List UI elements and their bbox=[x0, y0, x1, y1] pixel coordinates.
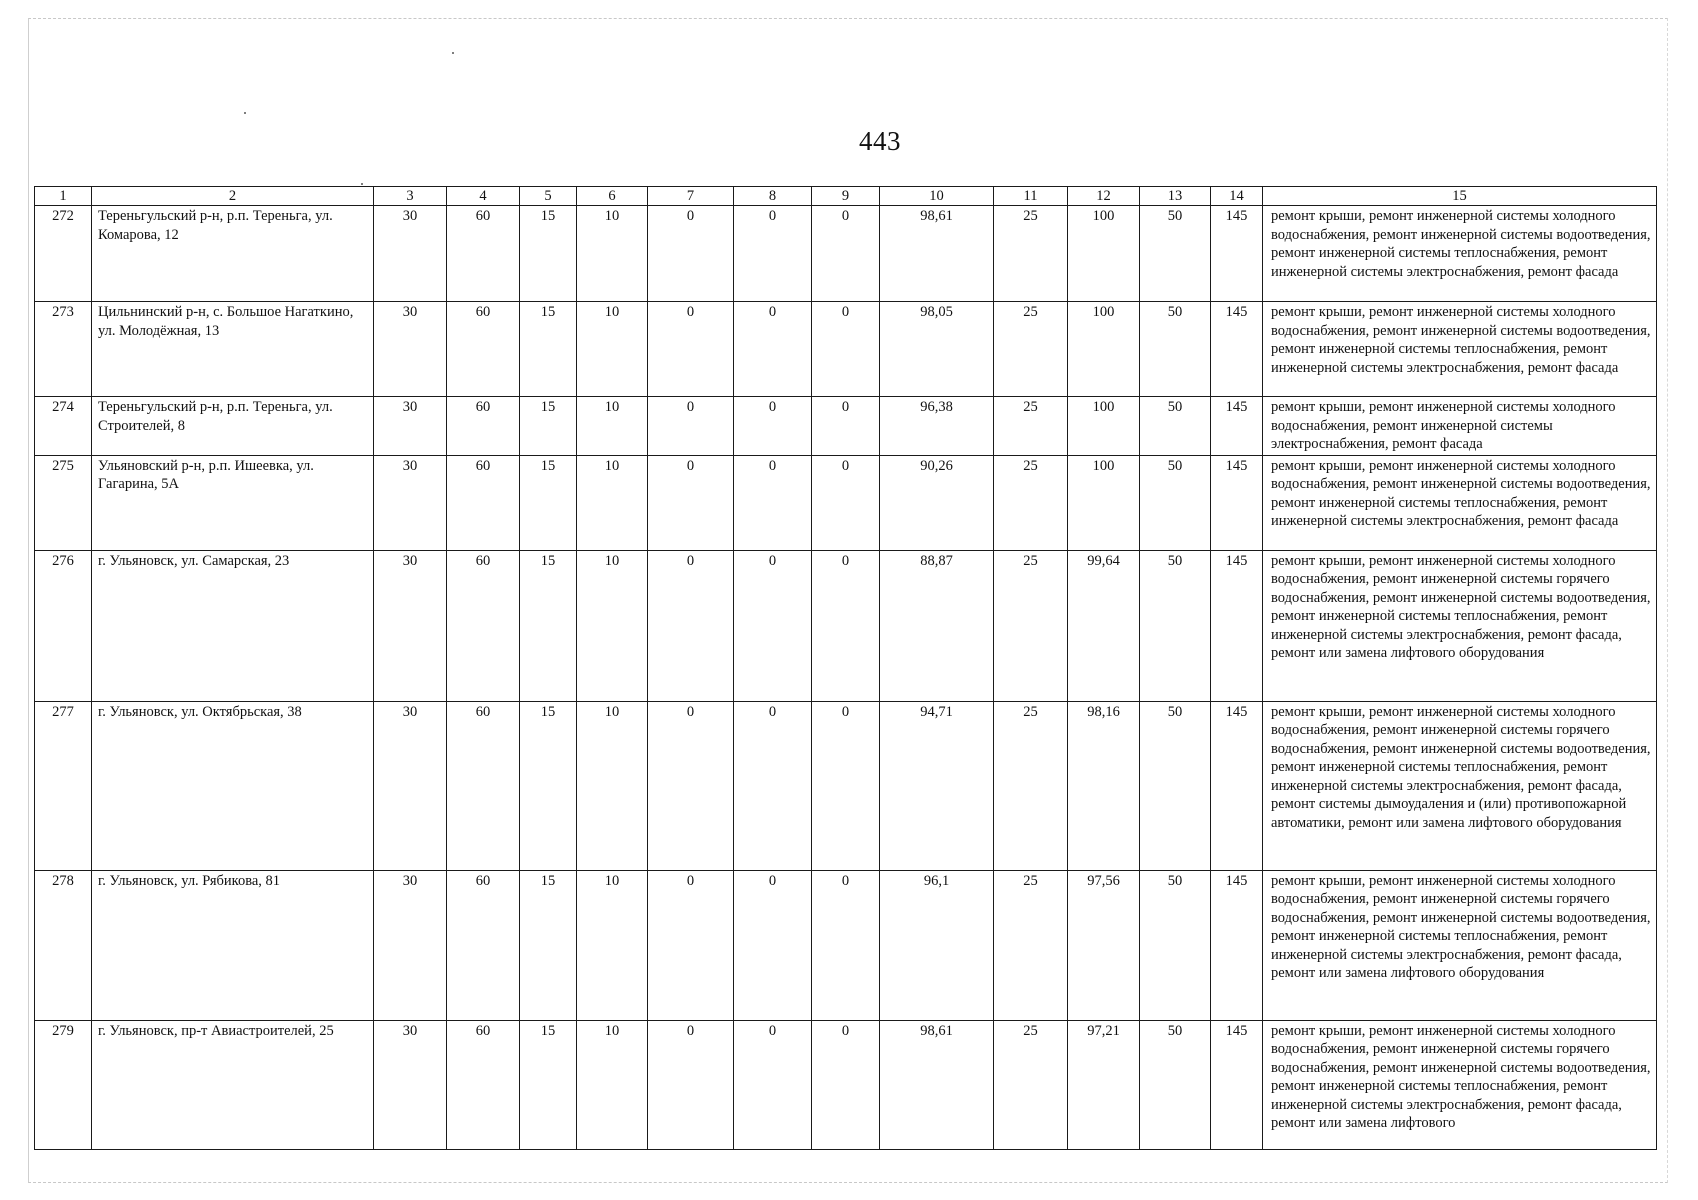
value-cell: 0 bbox=[734, 397, 812, 456]
value-cell: 60 bbox=[447, 302, 520, 397]
table-row bbox=[35, 455, 1657, 550]
value-cell: 10 bbox=[577, 397, 648, 456]
table-row bbox=[35, 302, 1657, 397]
value-cell: 97,21 bbox=[1068, 1020, 1140, 1149]
value-cell: 0 bbox=[648, 302, 734, 397]
value-cell: 0 bbox=[648, 455, 734, 550]
value-cell: 25 bbox=[994, 550, 1068, 701]
value-cell: 0 bbox=[734, 550, 812, 701]
value-cell: 60 bbox=[447, 206, 520, 302]
column-header: 3 bbox=[374, 187, 447, 206]
value-cell: 15 bbox=[520, 870, 577, 1020]
column-header: 9 bbox=[812, 187, 880, 206]
value-cell: 10 bbox=[577, 701, 648, 870]
value-cell: 15 bbox=[520, 206, 577, 302]
works-cell: ремонт крыши, ремонт инженерной системы холодного водоснабжения, ремонт инженерной системы горячего водоснабжения, ремонт инженерной системы водоотведения, ремонт инженерной системы теплоснабжения, ремонт инженерной системы электроснабжения, ремонт фасада, ремонт системы дымоудаления и (или) противопожарной автоматики, ремонт или замена лифтового оборудования bbox=[1263, 701, 1657, 870]
address-cell: Ульяновский р-н, р.п. Ишеевка, ул. Гагарина, 5А bbox=[92, 455, 374, 550]
value-cell: 15 bbox=[520, 397, 577, 456]
value-cell: 60 bbox=[447, 455, 520, 550]
value-cell: 96,1 bbox=[880, 870, 994, 1020]
value-cell: 0 bbox=[734, 870, 812, 1020]
value-cell: 10 bbox=[577, 455, 648, 550]
row-number: 272 bbox=[35, 206, 92, 302]
value-cell: 0 bbox=[812, 302, 880, 397]
value-cell: 50 bbox=[1140, 701, 1211, 870]
value-cell: 98,05 bbox=[880, 302, 994, 397]
value-cell: 30 bbox=[374, 550, 447, 701]
value-cell: 145 bbox=[1211, 550, 1263, 701]
value-cell: 25 bbox=[994, 455, 1068, 550]
value-cell: 25 bbox=[994, 1020, 1068, 1149]
column-header: 12 bbox=[1068, 187, 1140, 206]
value-cell: 30 bbox=[374, 1020, 447, 1149]
row-number: 275 bbox=[35, 455, 92, 550]
value-cell: 145 bbox=[1211, 701, 1263, 870]
value-cell: 98,61 bbox=[880, 1020, 994, 1149]
address-cell: Тереньгульский р-н, р.п. Тереньга, ул. Комарова, 12 bbox=[92, 206, 374, 302]
address-cell: Цильнинский р-н, с. Большое Нагаткино, ул. Молодёжная, 13 bbox=[92, 302, 374, 397]
value-cell: 10 bbox=[577, 550, 648, 701]
column-header: 15 bbox=[1263, 187, 1657, 206]
value-cell: 0 bbox=[734, 455, 812, 550]
value-cell: 10 bbox=[577, 302, 648, 397]
table-row bbox=[35, 206, 1657, 302]
value-cell: 15 bbox=[520, 1020, 577, 1149]
value-cell: 10 bbox=[577, 870, 648, 1020]
scan-speck bbox=[452, 52, 454, 54]
column-header: 14 bbox=[1211, 187, 1263, 206]
works-cell: ремонт крыши, ремонт инженерной системы холодного водоснабжения, ремонт инженерной системы горячего водоснабжения, ремонт инженерной системы водоотведения, ремонт инженерной системы теплоснабжения, ремонт инженерной системы электроснабжения, ремонт фасада, ремонт или замена лифтового bbox=[1263, 1020, 1657, 1149]
value-cell: 30 bbox=[374, 870, 447, 1020]
value-cell: 99,64 bbox=[1068, 550, 1140, 701]
value-cell: 15 bbox=[520, 701, 577, 870]
value-cell: 50 bbox=[1140, 206, 1211, 302]
value-cell: 50 bbox=[1140, 1020, 1211, 1149]
address-cell: г. Ульяновск, пр-т Авиастроителей, 25 bbox=[92, 1020, 374, 1149]
value-cell: 0 bbox=[648, 550, 734, 701]
value-cell: 0 bbox=[648, 870, 734, 1020]
value-cell: 30 bbox=[374, 701, 447, 870]
row-number: 276 bbox=[35, 550, 92, 701]
value-cell: 0 bbox=[734, 206, 812, 302]
value-cell: 0 bbox=[812, 455, 880, 550]
value-cell: 88,87 bbox=[880, 550, 994, 701]
value-cell: 100 bbox=[1068, 455, 1140, 550]
value-cell: 15 bbox=[520, 550, 577, 701]
column-header: 1 bbox=[35, 187, 92, 206]
works-cell: ремонт крыши, ремонт инженерной системы холодного водоснабжения, ремонт инженерной системы водоотведения, ремонт инженерной системы теплоснабжения, ремонт инженерной системы электроснабжения, ремонт фасада bbox=[1263, 302, 1657, 397]
value-cell: 60 bbox=[447, 550, 520, 701]
value-cell: 100 bbox=[1068, 302, 1140, 397]
value-cell: 25 bbox=[994, 397, 1068, 456]
column-header: 2 bbox=[92, 187, 374, 206]
value-cell: 30 bbox=[374, 206, 447, 302]
value-cell: 145 bbox=[1211, 455, 1263, 550]
value-cell: 60 bbox=[447, 1020, 520, 1149]
address-cell: Тереньгульский р-н, р.п. Тереньга, ул. Строителей, 8 bbox=[92, 397, 374, 456]
address-cell: г. Ульяновск, ул. Рябикова, 81 bbox=[92, 870, 374, 1020]
value-cell: 10 bbox=[577, 1020, 648, 1149]
address-cell: г. Ульяновск, ул. Октябрьская, 38 bbox=[92, 701, 374, 870]
table-row bbox=[35, 1020, 1657, 1149]
works-cell: ремонт крыши, ремонт инженерной системы холодного водоснабжения, ремонт инженерной системы водоотведения, ремонт инженерной системы теплоснабжения, ремонт инженерной системы электроснабжения, ремонт фасада bbox=[1263, 455, 1657, 550]
column-header: 7 bbox=[648, 187, 734, 206]
value-cell: 25 bbox=[994, 302, 1068, 397]
value-cell: 30 bbox=[374, 397, 447, 456]
table-row bbox=[35, 701, 1657, 870]
value-cell: 0 bbox=[734, 302, 812, 397]
works-cell: ремонт крыши, ремонт инженерной системы холодного водоснабжения, ремонт инженерной системы водоотведения, ремонт инженерной системы теплоснабжения, ремонт инженерной системы электроснабжения, ремонт фасада bbox=[1263, 206, 1657, 302]
value-cell: 50 bbox=[1140, 550, 1211, 701]
repair-program-table bbox=[34, 186, 1657, 1150]
column-header: 4 bbox=[447, 187, 520, 206]
value-cell: 60 bbox=[447, 397, 520, 456]
row-number: 273 bbox=[35, 302, 92, 397]
column-header: 5 bbox=[520, 187, 577, 206]
value-cell: 145 bbox=[1211, 206, 1263, 302]
scan-speck bbox=[244, 112, 246, 114]
value-cell: 50 bbox=[1140, 870, 1211, 1020]
value-cell: 50 bbox=[1140, 397, 1211, 456]
page-number: 443 bbox=[859, 126, 901, 156]
value-cell: 15 bbox=[520, 302, 577, 397]
value-cell: 0 bbox=[812, 870, 880, 1020]
value-cell: 50 bbox=[1140, 455, 1211, 550]
works-cell: ремонт крыши, ремонт инженерной системы холодного водоснабжения, ремонт инженерной системы горячего водоснабжения, ремонт инженерной системы водоотведения, ремонт инженерной системы теплоснабжения, ремонт инженерной системы электроснабжения, ремонт фасада, ремонт или замена лифтового оборудования bbox=[1263, 870, 1657, 1020]
value-cell: 145 bbox=[1211, 870, 1263, 1020]
table-row bbox=[35, 550, 1657, 701]
value-cell: 98,16 bbox=[1068, 701, 1140, 870]
row-number: 279 bbox=[35, 1020, 92, 1149]
value-cell: 0 bbox=[648, 397, 734, 456]
value-cell: 0 bbox=[812, 701, 880, 870]
value-cell: 0 bbox=[812, 206, 880, 302]
value-cell: 90,26 bbox=[880, 455, 994, 550]
row-number: 278 bbox=[35, 870, 92, 1020]
value-cell: 97,56 bbox=[1068, 870, 1140, 1020]
value-cell: 0 bbox=[812, 550, 880, 701]
value-cell: 15 bbox=[520, 455, 577, 550]
value-cell: 25 bbox=[994, 701, 1068, 870]
value-cell: 145 bbox=[1211, 1020, 1263, 1149]
table-row bbox=[35, 870, 1657, 1020]
row-number: 274 bbox=[35, 397, 92, 456]
value-cell: 25 bbox=[994, 206, 1068, 302]
column-number-row bbox=[35, 187, 1657, 206]
column-header: 6 bbox=[577, 187, 648, 206]
scan-speck bbox=[361, 183, 363, 185]
column-header: 8 bbox=[734, 187, 812, 206]
value-cell: 0 bbox=[648, 1020, 734, 1149]
value-cell: 100 bbox=[1068, 206, 1140, 302]
value-cell: 145 bbox=[1211, 302, 1263, 397]
value-cell: 100 bbox=[1068, 397, 1140, 456]
value-cell: 0 bbox=[812, 1020, 880, 1149]
value-cell: 98,61 bbox=[880, 206, 994, 302]
works-cell: ремонт крыши, ремонт инженерной системы холодного водоснабжения, ремонт инженерной системы электроснабжения, ремонт фасада bbox=[1263, 397, 1657, 456]
value-cell: 0 bbox=[812, 397, 880, 456]
column-header: 13 bbox=[1140, 187, 1211, 206]
value-cell: 30 bbox=[374, 455, 447, 550]
value-cell: 0 bbox=[648, 206, 734, 302]
works-cell: ремонт крыши, ремонт инженерной системы холодного водоснабжения, ремонт инженерной системы горячего водоснабжения, ремонт инженерной системы водоотведения, ремонт инженерной системы теплоснабжения, ремонт инженерной системы электроснабжения, ремонт фасада, ремонт или замена лифтового оборудования bbox=[1263, 550, 1657, 701]
column-header: 10 bbox=[880, 187, 994, 206]
table-row bbox=[35, 397, 1657, 456]
value-cell: 30 bbox=[374, 302, 447, 397]
value-cell: 145 bbox=[1211, 397, 1263, 456]
value-cell: 50 bbox=[1140, 302, 1211, 397]
value-cell: 25 bbox=[994, 870, 1068, 1020]
value-cell: 0 bbox=[648, 701, 734, 870]
value-cell: 96,38 bbox=[880, 397, 994, 456]
value-cell: 94,71 bbox=[880, 701, 994, 870]
row-number: 277 bbox=[35, 701, 92, 870]
column-header: 11 bbox=[994, 187, 1068, 206]
address-cell: г. Ульяновск, ул. Самарская, 23 bbox=[92, 550, 374, 701]
value-cell: 60 bbox=[447, 701, 520, 870]
value-cell: 60 bbox=[447, 870, 520, 1020]
value-cell: 0 bbox=[734, 701, 812, 870]
value-cell: 0 bbox=[734, 1020, 812, 1149]
value-cell: 10 bbox=[577, 206, 648, 302]
